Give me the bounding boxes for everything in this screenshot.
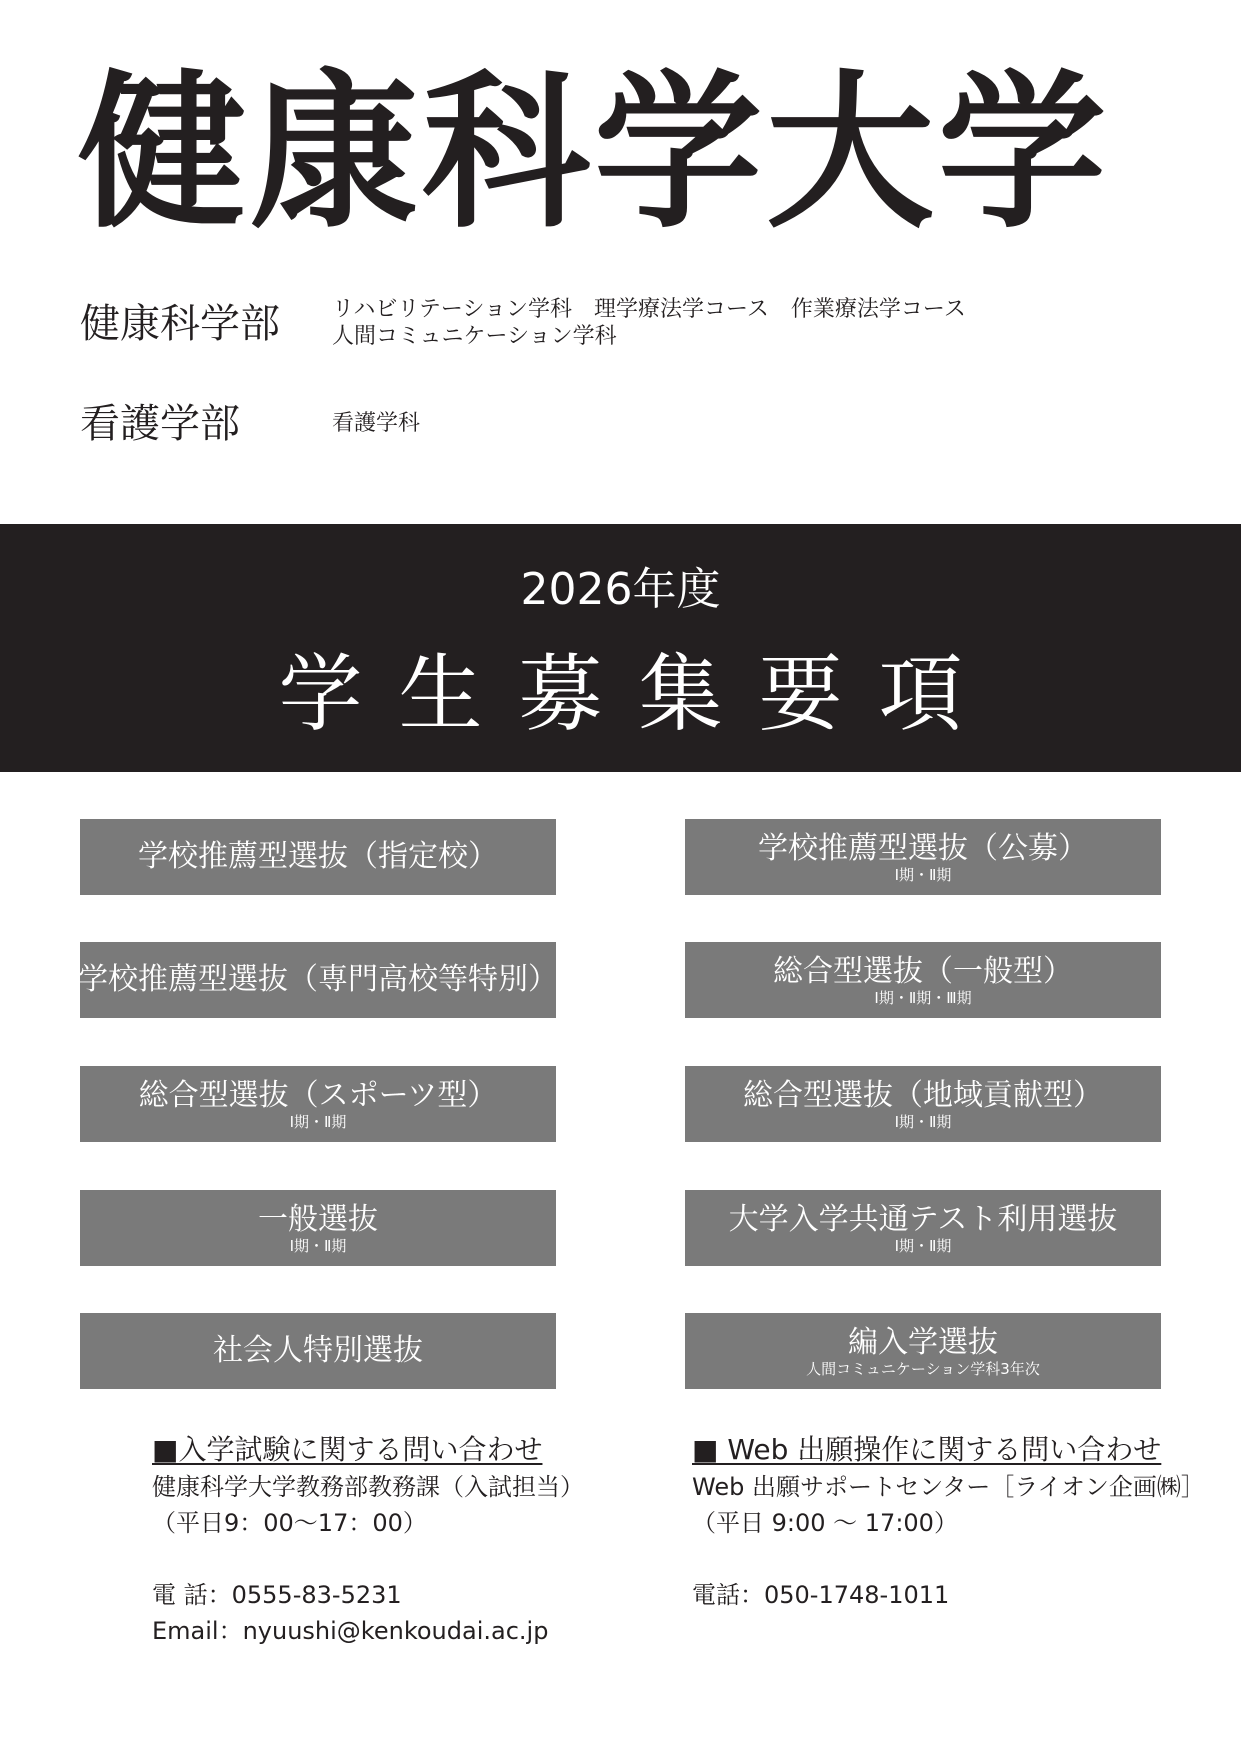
selection-label: 大学入学共通テスト利用選抜 <box>728 1201 1118 1237</box>
selection-box <box>685 1313 1161 1389</box>
selection-note: 人間コミュニケーション学科3年次 <box>806 1359 1040 1378</box>
faculty-health-science: 健康科学部 <box>80 301 280 347</box>
exam-contact-hours: （平日9：00～17：00） <box>152 1509 427 1537</box>
exam-contact <box>152 1431 584 1649</box>
faculty-health-science-departments <box>332 296 966 350</box>
banner-title: 学生募集要項 <box>278 645 999 743</box>
selection-label: 総合型選抜（スポーツ型） <box>138 1077 498 1113</box>
selection-label: 社会人特別選抜 <box>213 1333 423 1368</box>
banner-year: 2026年度 <box>520 564 721 615</box>
selection-box <box>80 942 556 1018</box>
web-contact <box>692 1431 1205 1613</box>
selection-periods: Ⅰ期・Ⅱ期 <box>289 1236 347 1255</box>
selection-box <box>685 819 1161 895</box>
selection-box <box>80 819 556 895</box>
selection-label: 編入学選抜 <box>848 1324 998 1360</box>
web-contact-phone: 電話：050-1748-1011 <box>692 1581 950 1609</box>
selection-label: 学校推薦型選抜（公募） <box>758 830 1088 866</box>
selection-periods: Ⅰ期・Ⅱ期 <box>289 1112 347 1131</box>
faculty-nursing: 看護学部 <box>80 401 240 447</box>
selection-label: 総合型選抜（地域貢献型） <box>743 1077 1103 1113</box>
title-banner <box>0 524 1241 772</box>
selection-box <box>80 1313 556 1389</box>
selection-periods: Ⅰ期・Ⅱ期・Ⅲ期 <box>874 988 972 1007</box>
faculty-nursing-departments <box>332 410 420 437</box>
web-contact-hours: （平日 9:00 ～ 17:00） <box>692 1509 958 1537</box>
department-line: 人間コミュニケーション学科 <box>332 324 617 349</box>
selection-label: 学校推薦型選抜（指定校） <box>138 839 498 874</box>
department-line: リハビリテーション学科 理学療法学コース 作業療法学コース <box>332 297 966 322</box>
exam-contact-heading: ■入学試験に関する問い合わせ <box>152 1433 543 1466</box>
selection-box <box>80 1066 556 1142</box>
web-contact-heading: ■ Web 出願操作に関する問い合わせ <box>692 1433 1162 1466</box>
web-contact-office: Web 出願サポートセンター［ライオン企画㈱］ <box>692 1473 1205 1501</box>
selection-box <box>80 1190 556 1266</box>
selection-box <box>685 1190 1161 1266</box>
selection-label: 学校推薦型選抜（専門高校等特別） <box>78 962 558 997</box>
exam-contact-phone: 電 話：0555-83-5231 <box>152 1581 402 1609</box>
selection-periods: Ⅰ期・Ⅱ期 <box>894 1112 952 1131</box>
selection-label: 一般選抜 <box>258 1201 378 1237</box>
exam-contact-email[interactable]: Email：nyuushi@kenkoudai.ac.jp <box>152 1617 549 1645</box>
selection-periods: Ⅰ期・Ⅱ期 <box>894 865 952 884</box>
selection-periods: Ⅰ期・Ⅱ期 <box>894 1236 952 1255</box>
university-title: 健康科学大学 <box>78 55 1110 251</box>
selection-box <box>685 1066 1161 1142</box>
exam-contact-office: 健康科学大学教務部教務課（入試担当） <box>152 1473 584 1501</box>
selection-box <box>685 942 1161 1018</box>
department-line: 看護学科 <box>332 411 421 436</box>
selection-label: 総合型選抜（一般型） <box>773 953 1073 989</box>
